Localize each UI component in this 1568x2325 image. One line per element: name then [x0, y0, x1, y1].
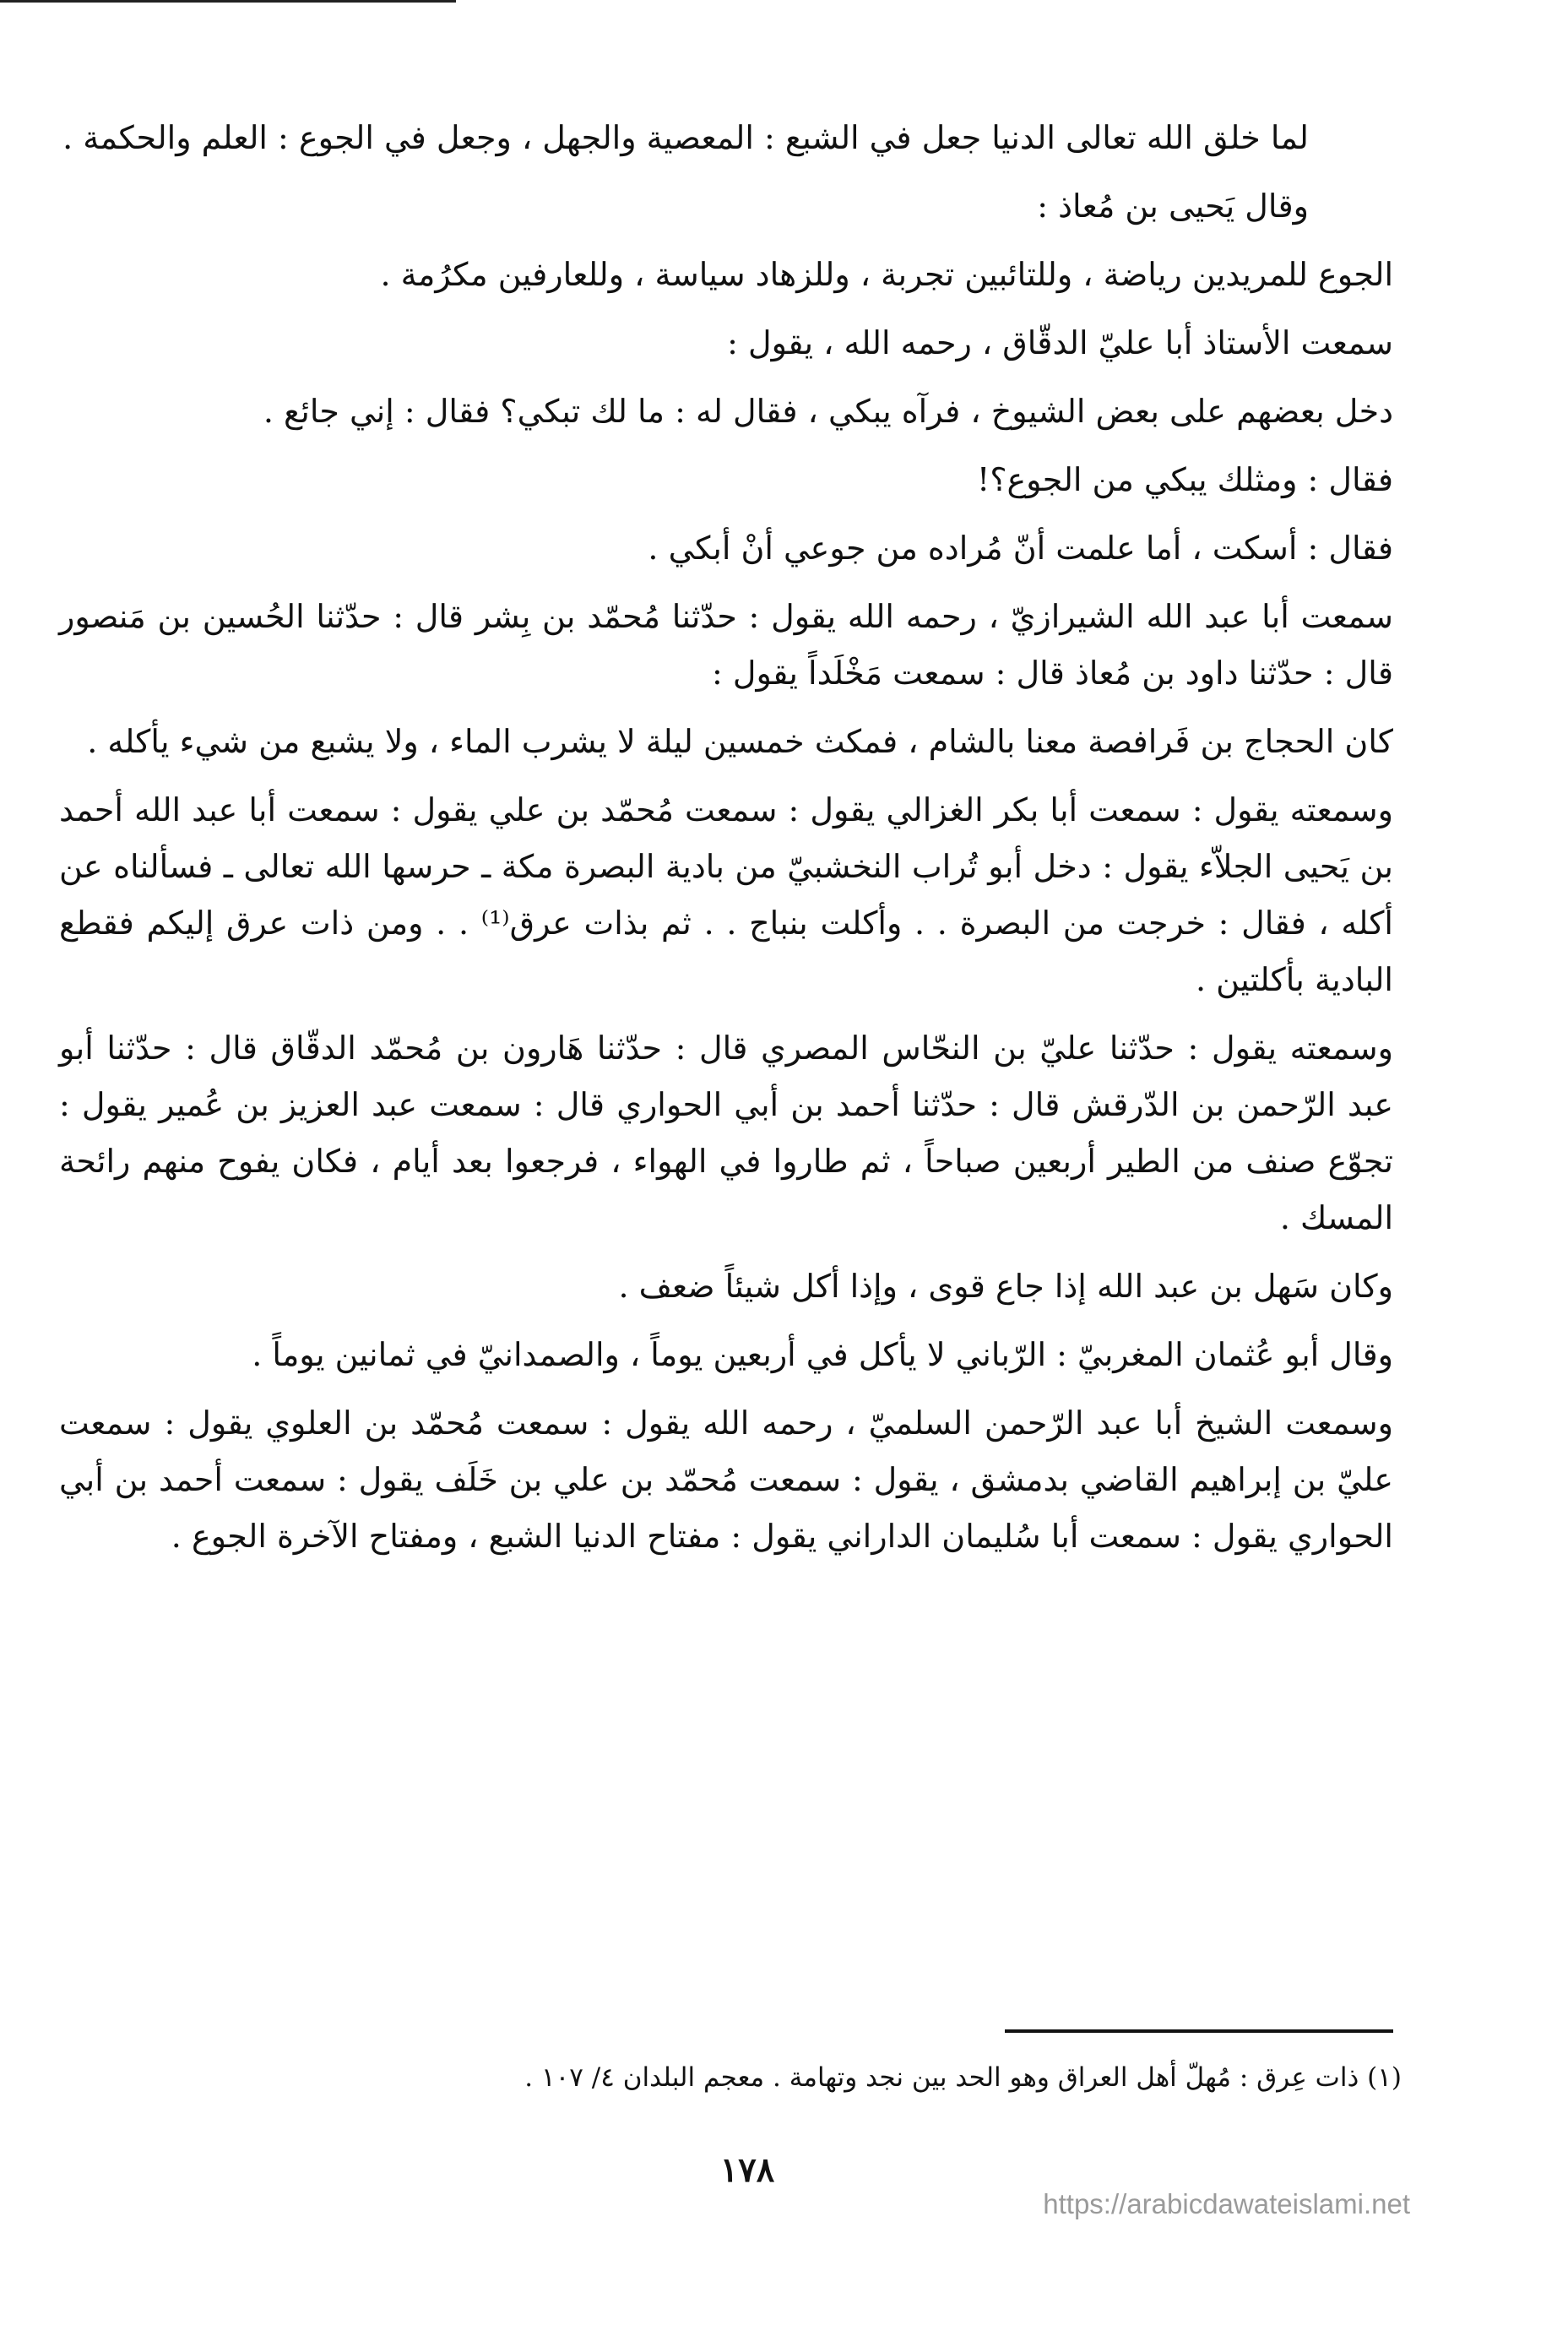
top-rule	[0, 0, 456, 3]
paragraph: دخل بعضهم على بعض الشيوخ ، فرآه يبكي ، فقال له : ما لك تبكي؟ فقال : إني جائع .	[263, 393, 1393, 430]
paragraph: وقال أبو عُثمان المغربيّ : الرّباني لا يأكل في أربعين يوماً ، والصمدانيّ في ثمانين يوماً .	[252, 1336, 1393, 1373]
paragraph: سمعت أبا عبد الله الشيرازيّ ، رحمه الله يقول : حدّثنا مُحمّد بن بِشر قال : حدّثنا الحُسين بن مَنصور قال : حدّثنا داود بن مُعاذ قال : سمعت مَخْلَداً يقول :	[59, 598, 1393, 692]
paragraph: كان الحجاج بن فَرافصة معنا بالشام ، فمكث خمسين ليلة لا يشرب الماء ، ولا يشبع من شيء يأكله .	[87, 723, 1393, 760]
paragraph: سمعت الأستاذ أبا عليّ الدقّاق ، رحمه الله ، يقول :	[727, 324, 1393, 361]
paragraph: وسمعت الشيخ أبا عبد الرّحمن السلميّ ، رحمه الله يقول : سمعت مُحمّد بن العلوي يقول : سمعت عليّ بن إبراهيم القاضي بدمشق ، يقول : سمعت مُحمّد بن علي بن خَلَف يقول : سمعت أحمد بن أبي الحواري يقول : سمعت أبا سُليمان الداراني يقول : مفتاح الدنيا الشبع ، ومفتاح الآخرة الجوع .	[59, 1404, 1393, 1555]
paragraph: وكان سَهل بن عبد الله إذا جاع قوى ، وإذا أكل شيئاً ضعف .	[618, 1268, 1393, 1305]
paragraph: لما خلق الله تعالى الدنيا جعل في الشبع : المعصية والجهل ، وجعل في الجوع : العلم والحكمة .	[62, 119, 1309, 156]
watermark-url: https://arabicdawateislami.net	[1043, 2188, 1410, 2219]
paragraph: وسمعته يقول : سمعت أبا بكر الغزالي يقول : سمعت مُحمّد بن علي يقول : سمعت أبا عبد الله أحمد بن يَحيى الجلاّء يقول : دخل أبو تُراب النخشبيّ من بادية البصرة مكة ـ حرسها الله تعالى ـ فسألناه عن أكله ، فقال : خرجت من البصرة . . وأكلت بنباج . . ثم بذات عرق⁽¹⁾ . . ومن ذات عرق إليكم فقطع البادية بأكلتين .	[59, 791, 1393, 998]
footnote: (١) ذات عِرق : مُهلّ أهل العراق وهو الحد بين نجد وتهامة . معجم البلدان ٤/ ١٠٧ .	[524, 2062, 1402, 2093]
paragraph: وسمعته يقول : حدّثنا عليّ بن النحّاس المصري قال : حدّثنا هَارون بن مُحمّد الدقّاق قال : حدّثنا أبو عبد الرّحمن بن الدّرقش قال : حدّثنا أحمد بن أبي الحواري قال : سمعت عبد العزيز بن عُمير يقول : تجوّع صنف من الطير أربعين صباحاً ، ثم طاروا في الهواء ، فرجعوا بعد أيام ، فكان يفوح منهم رائحة المسك .	[59, 1029, 1393, 1236]
footnote-rule	[1005, 2029, 1393, 2033]
page-body	[59, 110, 1393, 1577]
paragraph: وقال يَحيى بن مُعاذ :	[1037, 187, 1309, 225]
page-number: ١٧٨	[719, 2150, 775, 2190]
paragraph: فقال : ومثلك يبكي من الجوع؟!	[977, 461, 1393, 498]
paragraph: الجوع للمريدين رياضة ، وللتائبين تجربة ، وللزهاد سياسة ، وللعارفين مكرُمة .	[380, 256, 1393, 293]
paragraph: فقال : أسكت ، أما علمت أنّ مُراده من جوعي أنْ أبكي .	[648, 530, 1393, 567]
